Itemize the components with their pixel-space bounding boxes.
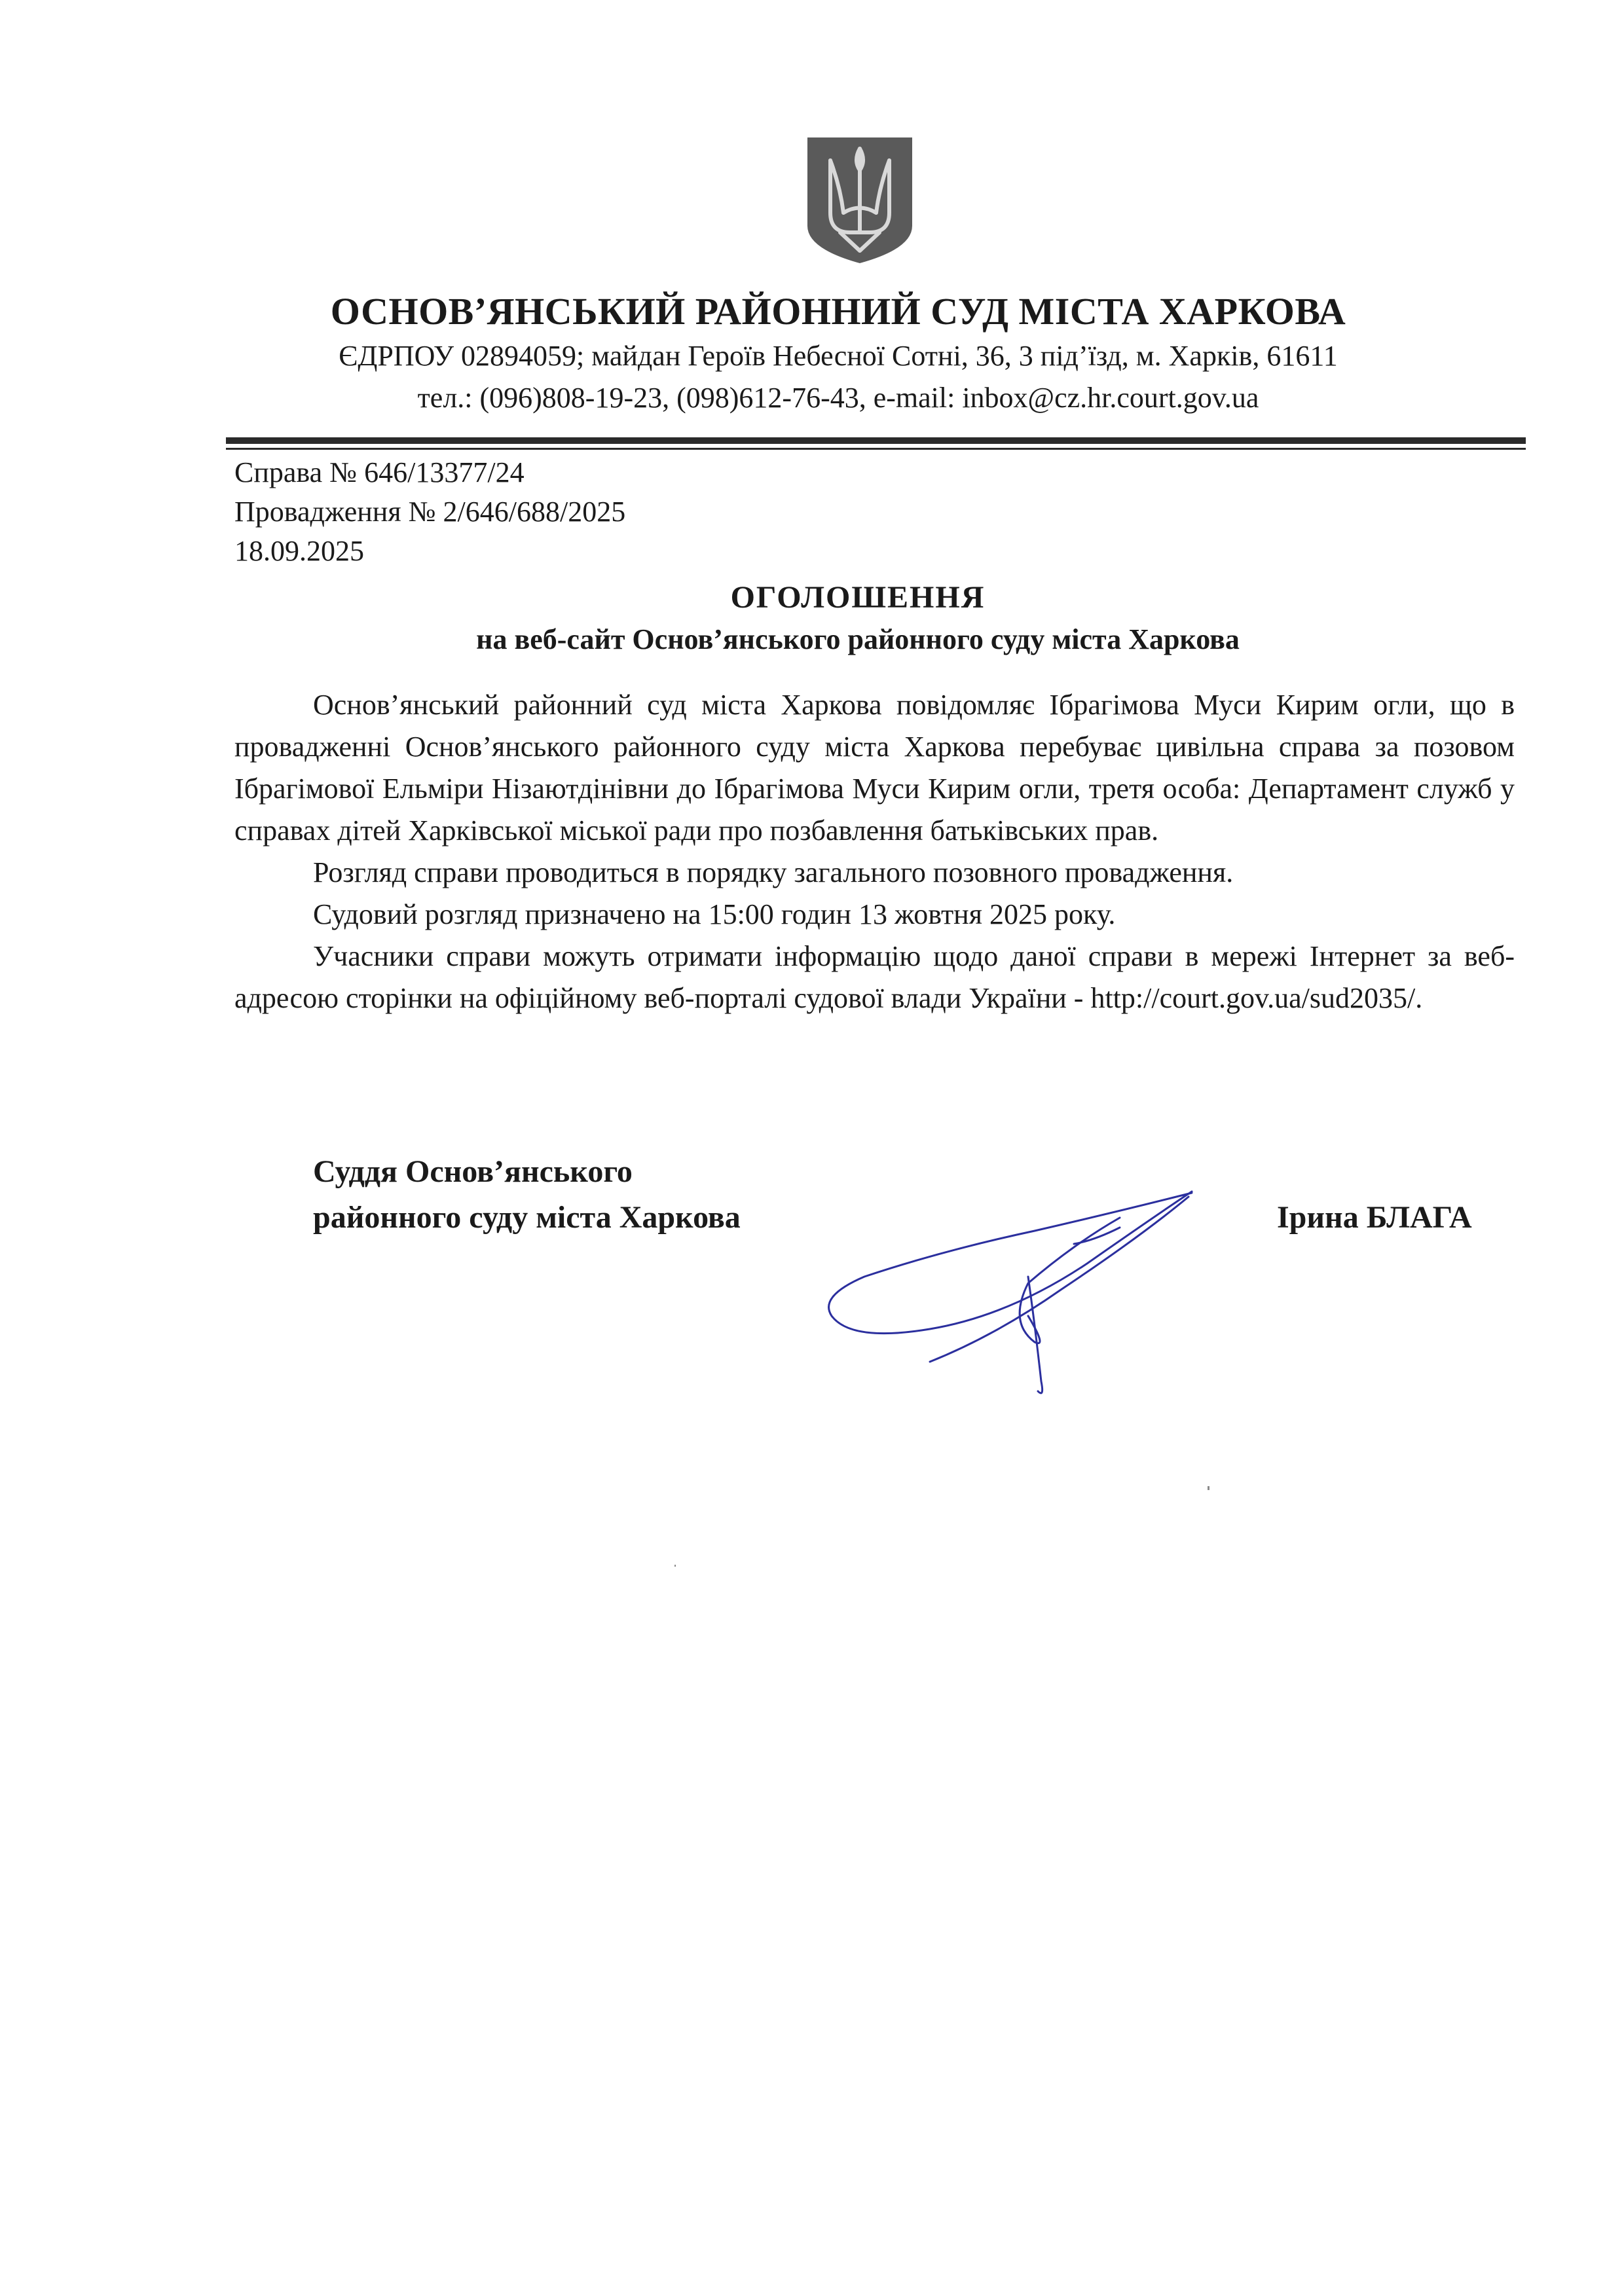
- header-divider-thick: [226, 437, 1526, 444]
- trident-coat-of-arms-icon: [804, 134, 915, 265]
- body-paragraph: Основ’янський районний суд міста Харкова повідомляє Ібрагімова Муси Кирим огли, що в провадженні Основ’янського районного суду міста Харкова перебуває цивільна справа за позовом Ібрагімової Ельміри Нізаютдінівни до Ібрагімова Муси Кирим огли, третя особа: Департамент служб у справах дітей Харківської міської ради про позбавлення батьківських прав.: [234, 689, 1515, 847]
- document-title-block: [46, 576, 1624, 660]
- document-title: ОГОЛОШЕННЯ: [730, 580, 986, 615]
- body-paragraph: Судовий розгляд призначено на 15:00 годин 13 жовтня 2025 року.: [313, 898, 1116, 930]
- court-name: ОСНОВ’ЯНСЬКИЙ РАЙОННИЙ СУД МІСТА ХАРКОВА: [330, 290, 1346, 333]
- handwritten-signature: [812, 1165, 1205, 1414]
- court-contacts: тел.: (096)808-19-23, (098)612-76-43, e-mail: inbox@cz.hr.court.gov.ua: [417, 382, 1259, 414]
- judge-position-line1: Суддя Основ’янського: [313, 1154, 633, 1189]
- case-info: [234, 453, 625, 571]
- document-subtitle: на веб-сайт Основ’янського районного суду міста Харкова: [476, 623, 1240, 655]
- document-date: 18.09.2025: [234, 535, 364, 567]
- scan-speck: [1208, 1486, 1209, 1490]
- body-paragraph: Учасники справи можуть отримати інформацію щодо даної справи в мережі Інтернет за веб-адресою сторінки на офіційному веб-порталі судової влади України - http://court.gov.ua/sud2035/.: [234, 940, 1515, 1014]
- court-address: ЄДРПОУ 02894059; майдан Героїв Небесної Сотні, 36, 3 під’їзд, м. Харків, 61611: [339, 340, 1338, 372]
- scan-speck: [674, 1565, 676, 1567]
- judge-name: Ірина БЛАГА: [1277, 1200, 1472, 1235]
- body-paragraph: Розгляд справи проводиться в порядку загального позовного провадження.: [313, 856, 1234, 888]
- judge-position-line2: районного суду міста Харкова: [313, 1200, 741, 1235]
- letterhead: [0, 288, 1624, 419]
- proceeding-number: Провадження № 2/646/688/2025: [234, 496, 626, 528]
- case-number: Справа № 646/13377/24: [234, 456, 525, 488]
- announcement-body: [234, 684, 1515, 1019]
- header-divider-thin: [226, 448, 1526, 450]
- judge-position: [313, 1149, 741, 1241]
